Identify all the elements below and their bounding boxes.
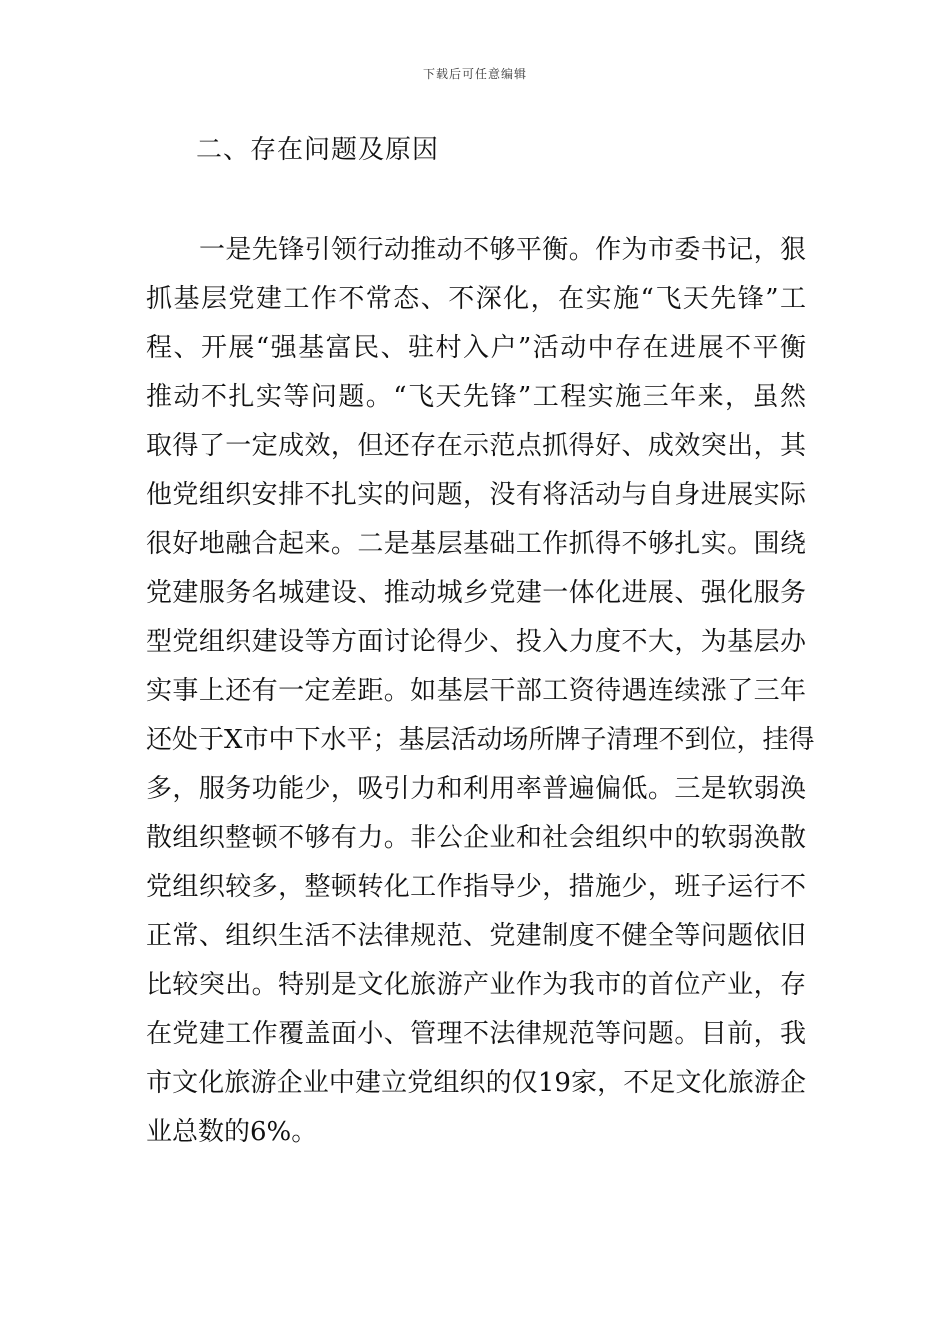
paragraph-line: 党组织较多，整顿转化工作指导少，措施少，班子运行不 <box>146 872 806 902</box>
page-header-note: 下载后可任意编辑 <box>422 67 527 81</box>
paragraph-line: 还处于X市中下水平；基层活动场所牌子清理不到位，挂得 <box>146 725 815 755</box>
paragraph-line: 市文化旅游企业中建立党组织的仅19家，不足文化旅游企 <box>146 1068 806 1098</box>
paragraph-line: 取得了一定成效，但还存在示范点抓得好、成效突出，其 <box>146 431 806 461</box>
body-paragraph <box>146 226 815 1157</box>
paragraph-line: 党建服务名城建设、推动城乡党建一体化进展、强化服务 <box>146 578 806 608</box>
paragraph-line: 他党组织安排不扎实的问题，没有将活动与自身进展实际 <box>146 480 806 510</box>
paragraph-line: 程、开展“强基富民、驻村入户”活动中存在进展不平衡 <box>146 333 806 363</box>
paragraph-line: 正常、组织生活不法律规范、党建制度不健全等问题依旧 <box>146 921 806 951</box>
paragraph-line-last: 业总数的6%。 <box>146 1117 318 1147</box>
paragraph-line: 很好地融合起来。二是基层基础工作抓得不够扎实。围绕 <box>146 529 806 559</box>
paragraph-line: 散组织整顿不够有力。非公企业和社会组织中的软弱涣散 <box>146 823 806 853</box>
paragraph-line: 比较突出。特别是文化旅游产业作为我市的首位产业，存 <box>146 970 806 1000</box>
paragraph-line: 实事上还有一定差距。如基层干部工资待遇连续涨了三年 <box>146 676 806 706</box>
paragraph-line: 推动不扎实等问题。“飞天先锋”工程实施三年来，虽然 <box>146 382 806 412</box>
paragraph-line: 一是先锋引领行动推动不够平衡。作为市委书记，狠 <box>199 235 806 265</box>
paragraph-line: 型党组织建设等方面讨论得少、投入力度不大，为基层办 <box>146 627 806 657</box>
section-heading: 二、存在问题及原因 <box>196 135 440 165</box>
paragraph-line: 抓基层党建工作不常态、不深化，在实施“飞天先锋”工 <box>146 284 806 314</box>
paragraph-line: 多，服务功能少，吸引力和利用率普遍偏低。三是软弱涣 <box>146 774 806 804</box>
paragraph-line: 在党建工作覆盖面小、管理不法律规范等问题。目前，我 <box>146 1019 806 1049</box>
